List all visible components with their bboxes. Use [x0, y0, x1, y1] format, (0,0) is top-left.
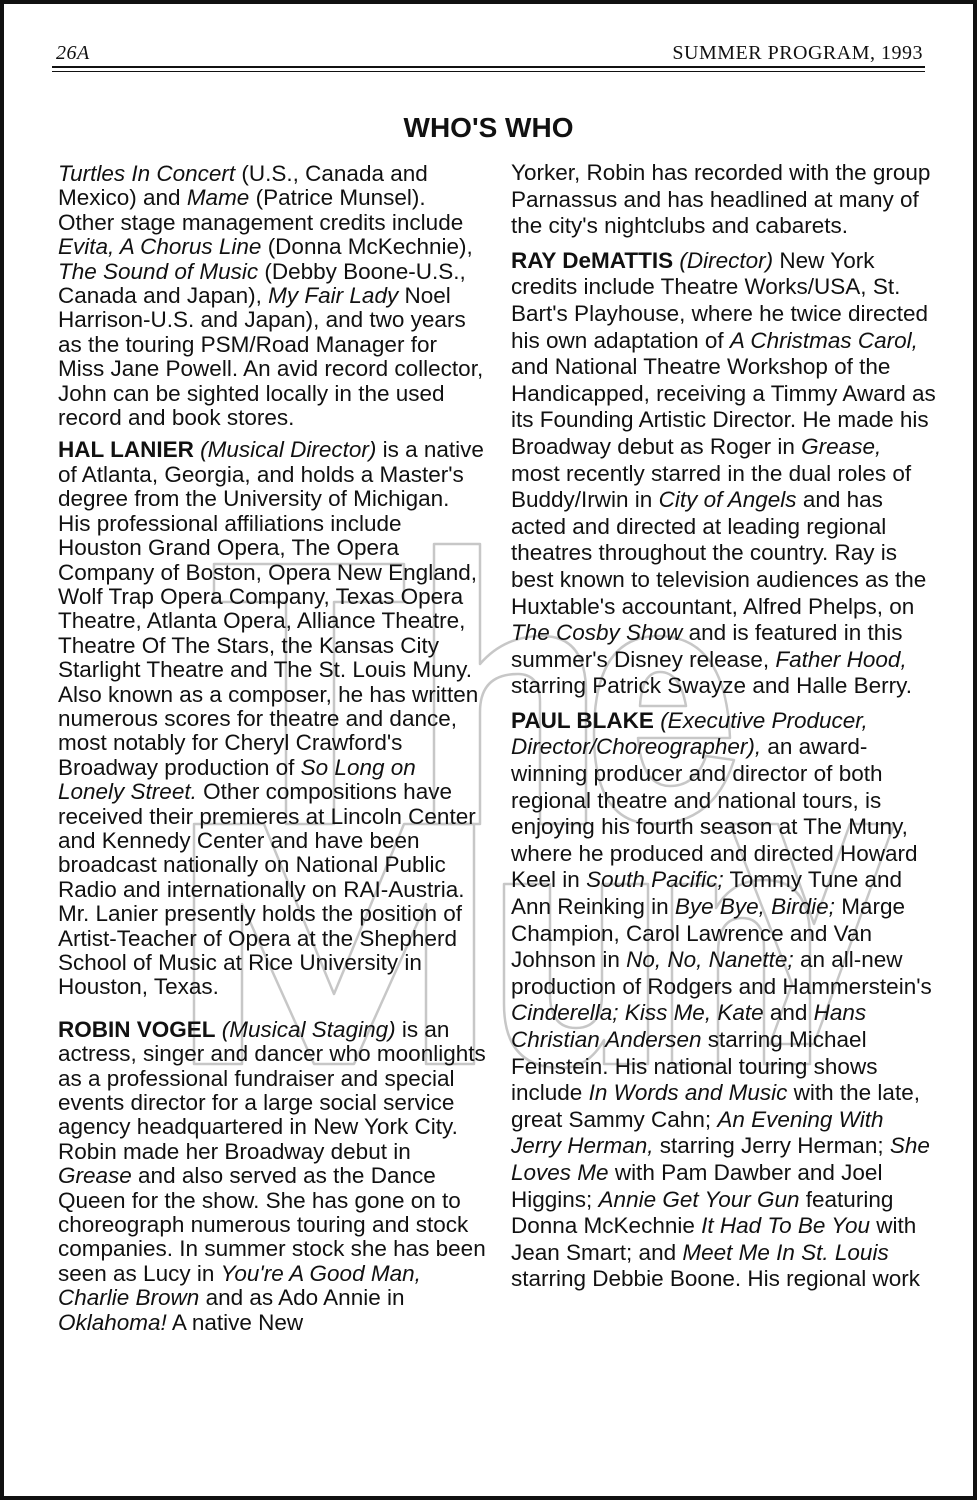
italic-title: The Cosby Show [511, 620, 683, 646]
italic-title: (Musical Director) [200, 437, 377, 463]
italic-title: So Long on Lonely Street. [58, 754, 416, 805]
page-title: WHO'S WHO [403, 112, 574, 143]
italic-title: Grease, [801, 433, 882, 459]
bio-text: with Pam Dawber and Joel Higgins; [511, 1159, 883, 1212]
person-name: ROBIN VOGEL [58, 1016, 216, 1042]
italic-title: Mame [186, 185, 250, 211]
bio-text: and National Theatre Workshop of the Handicapped, receiving a Timmy Award as its Founding Artistic Director. He made his Broadway debut as Roger in [511, 354, 936, 459]
bio-text: most recently starred in the dual roles of Buddy/Irwin in [511, 460, 912, 513]
italic-title: In Words and Music [588, 1080, 788, 1106]
italic-title: An Evening With Jerry Herman, [511, 1106, 884, 1159]
bio-text: and [763, 1000, 814, 1026]
bio-robin-vogel-continued [511, 160, 936, 240]
italic-title: It Had To Be You [701, 1213, 870, 1239]
bio-text: is a native of Atlanta, Georgia, and holds a Master's degree from the University of Michigan. His professional affiliations include Houston Grand Opera, The Opera Company of Boston, Opera New England, Wolf Trap Opera Company, Texas Opera Theatre, Atlanta Opera, Alliance Theatre, Theatre Of The Stars, the Kansas City Starlight Theatre and The St. Louis Muny. Also known as a composer, he has written numerous scores for theatre and dance, most notably for Cheryl Crawford's Broadway production of [58, 437, 484, 780]
italic-title: The Sound of Music [58, 258, 259, 284]
italic-title: Evita, A Chorus Line [58, 234, 262, 260]
bio-text: and has acted and directed at leading regional theatres throughout the country. Ray is best known to television audiences as the Huxtable's accountant, Alfred Phelps, on [511, 487, 927, 619]
header-rule [52, 66, 925, 68]
bio-text: Noel Harrison-U.S. and Japan), and two years as the touring PSM/Road Manager for Miss Jane Powell. An avid record collector, John can be sighted locally in the used record and book stores. [58, 283, 484, 431]
bio-text: and also served as the Dance Queen for the show. She has gone on to choreograph numerous touring and stock companies. In summer stock she has been seen as Lucy in [58, 1163, 486, 1286]
italic-title: Father Hood, [775, 646, 907, 672]
bio-text: starring Jerry Herman; [653, 1133, 890, 1159]
bio-text: Yorker, Robin has recorded with the group Parnassus and has headlined at many of the city's nightclubs and cabarets. [511, 160, 931, 239]
bio-text: starring Michael Feinstein. His national touring shows include [511, 1027, 878, 1106]
italic-title: City of Angels [658, 487, 797, 513]
right-column [511, 160, 936, 1301]
bio-text: starring Patrick Swayze and Halle Berry. [511, 673, 912, 699]
bio-text: with the late, great Sammy Cahn; [511, 1080, 920, 1132]
italic-title: Hans Christian Andersen [511, 1000, 867, 1052]
bio-text: and is featured in this summer's Disney release, [511, 620, 903, 672]
italic-title: Grease [58, 1163, 132, 1189]
person-name: HAL LANIER [58, 437, 194, 463]
bio-paul-blake [511, 708, 936, 1293]
bio-text: an award-winning producer and director of both regional theatre and national tours, is enjoying his fourth season at The Muny, where he produced and directed Howard Keel in [511, 734, 918, 893]
bio-text: an all-new production of Rodgers and Hammerstein's [511, 947, 932, 999]
header-rule-thin [52, 71, 925, 72]
bio-text: and as Ado Annie in [199, 1285, 405, 1311]
bio-text: featuring Donna McKechnie [511, 1186, 894, 1239]
italic-title: Meet Me In St. Louis [682, 1239, 889, 1265]
bio-ray-demattis [511, 248, 936, 700]
italic-title: She Loves Me [511, 1133, 930, 1185]
bio-text: (Debby Boone-U.S., Canada and Japan), [58, 258, 466, 309]
italic-title: Annie Get Your Gun [598, 1186, 800, 1212]
italic-title: You're A Good Man, Charlie Brown [58, 1260, 421, 1311]
italic-title: Turtles In Concert [58, 161, 236, 186]
bio-text: is an actress, singer and dancer who moonlights as a professional fundraiser and special events director for a large social service agency headquartered in New York City. Robin made her Broadway debut in [58, 1016, 486, 1164]
italic-title: Bye Bye, Birdie; [674, 894, 835, 920]
bio-text: New York credits include Theatre Works/USA, St. Bart's Playhouse, where he twice directed his own adaptation of [511, 247, 929, 353]
bio-john-continued [58, 162, 488, 430]
bio-text: A native New [166, 1309, 304, 1335]
page-number: 26A [56, 42, 90, 64]
italic-title: A Christmas Carol, [729, 327, 918, 353]
left-column [58, 162, 488, 1343]
bio-text: Other compositions have received their premieres at Lincoln Center and Kennedy Center and have been broadcast nationally on National Public Radio and internationally on RAI-Austria. Mr. Lanier presently holds the position of Artist-Teacher of Opera at the Shepherd School of Music at Rice University in Houston, Texas. [58, 779, 476, 1000]
italic-title: (Musical Staging) [221, 1016, 396, 1042]
bio-text: (U.S., Canada and Mexico) and [58, 161, 428, 211]
bio-text: Marge Champion, Carol Lawrence and Van Johnson in [511, 894, 905, 973]
italic-title: South Pacific; [586, 867, 724, 893]
program-title: SUMMER PROGRAM, 1993 [672, 42, 923, 64]
bio-text: (Patrice Munsel). Other stage management credits include [58, 185, 464, 235]
bio-hal-lanier [58, 438, 488, 999]
bio-text: Tommy Tune and Ann Reinking in [511, 867, 903, 920]
bio-text: starring Debbie Boone. His regional work [511, 1266, 920, 1292]
italic-title: (Executive Producer, Director/Choreographer), [511, 707, 868, 760]
person-name: RAY DeMATTIS [511, 247, 674, 273]
bio-text: (Donna McKechnie), [261, 234, 473, 260]
italic-title: Oklahoma! [58, 1309, 167, 1335]
italic-title: (Director) [679, 247, 774, 273]
italic-title: Cinderella; Kiss Me, Kate [511, 1000, 764, 1026]
bio-robin-vogel [58, 1018, 488, 1335]
running-header [52, 38, 925, 68]
italic-title: My Fair Lady [268, 283, 399, 309]
italic-title: No, No, Nanette; [626, 947, 794, 973]
bio-text: with Jean Smart; and [511, 1213, 917, 1265]
person-name: PAUL BLAKE [511, 707, 654, 733]
